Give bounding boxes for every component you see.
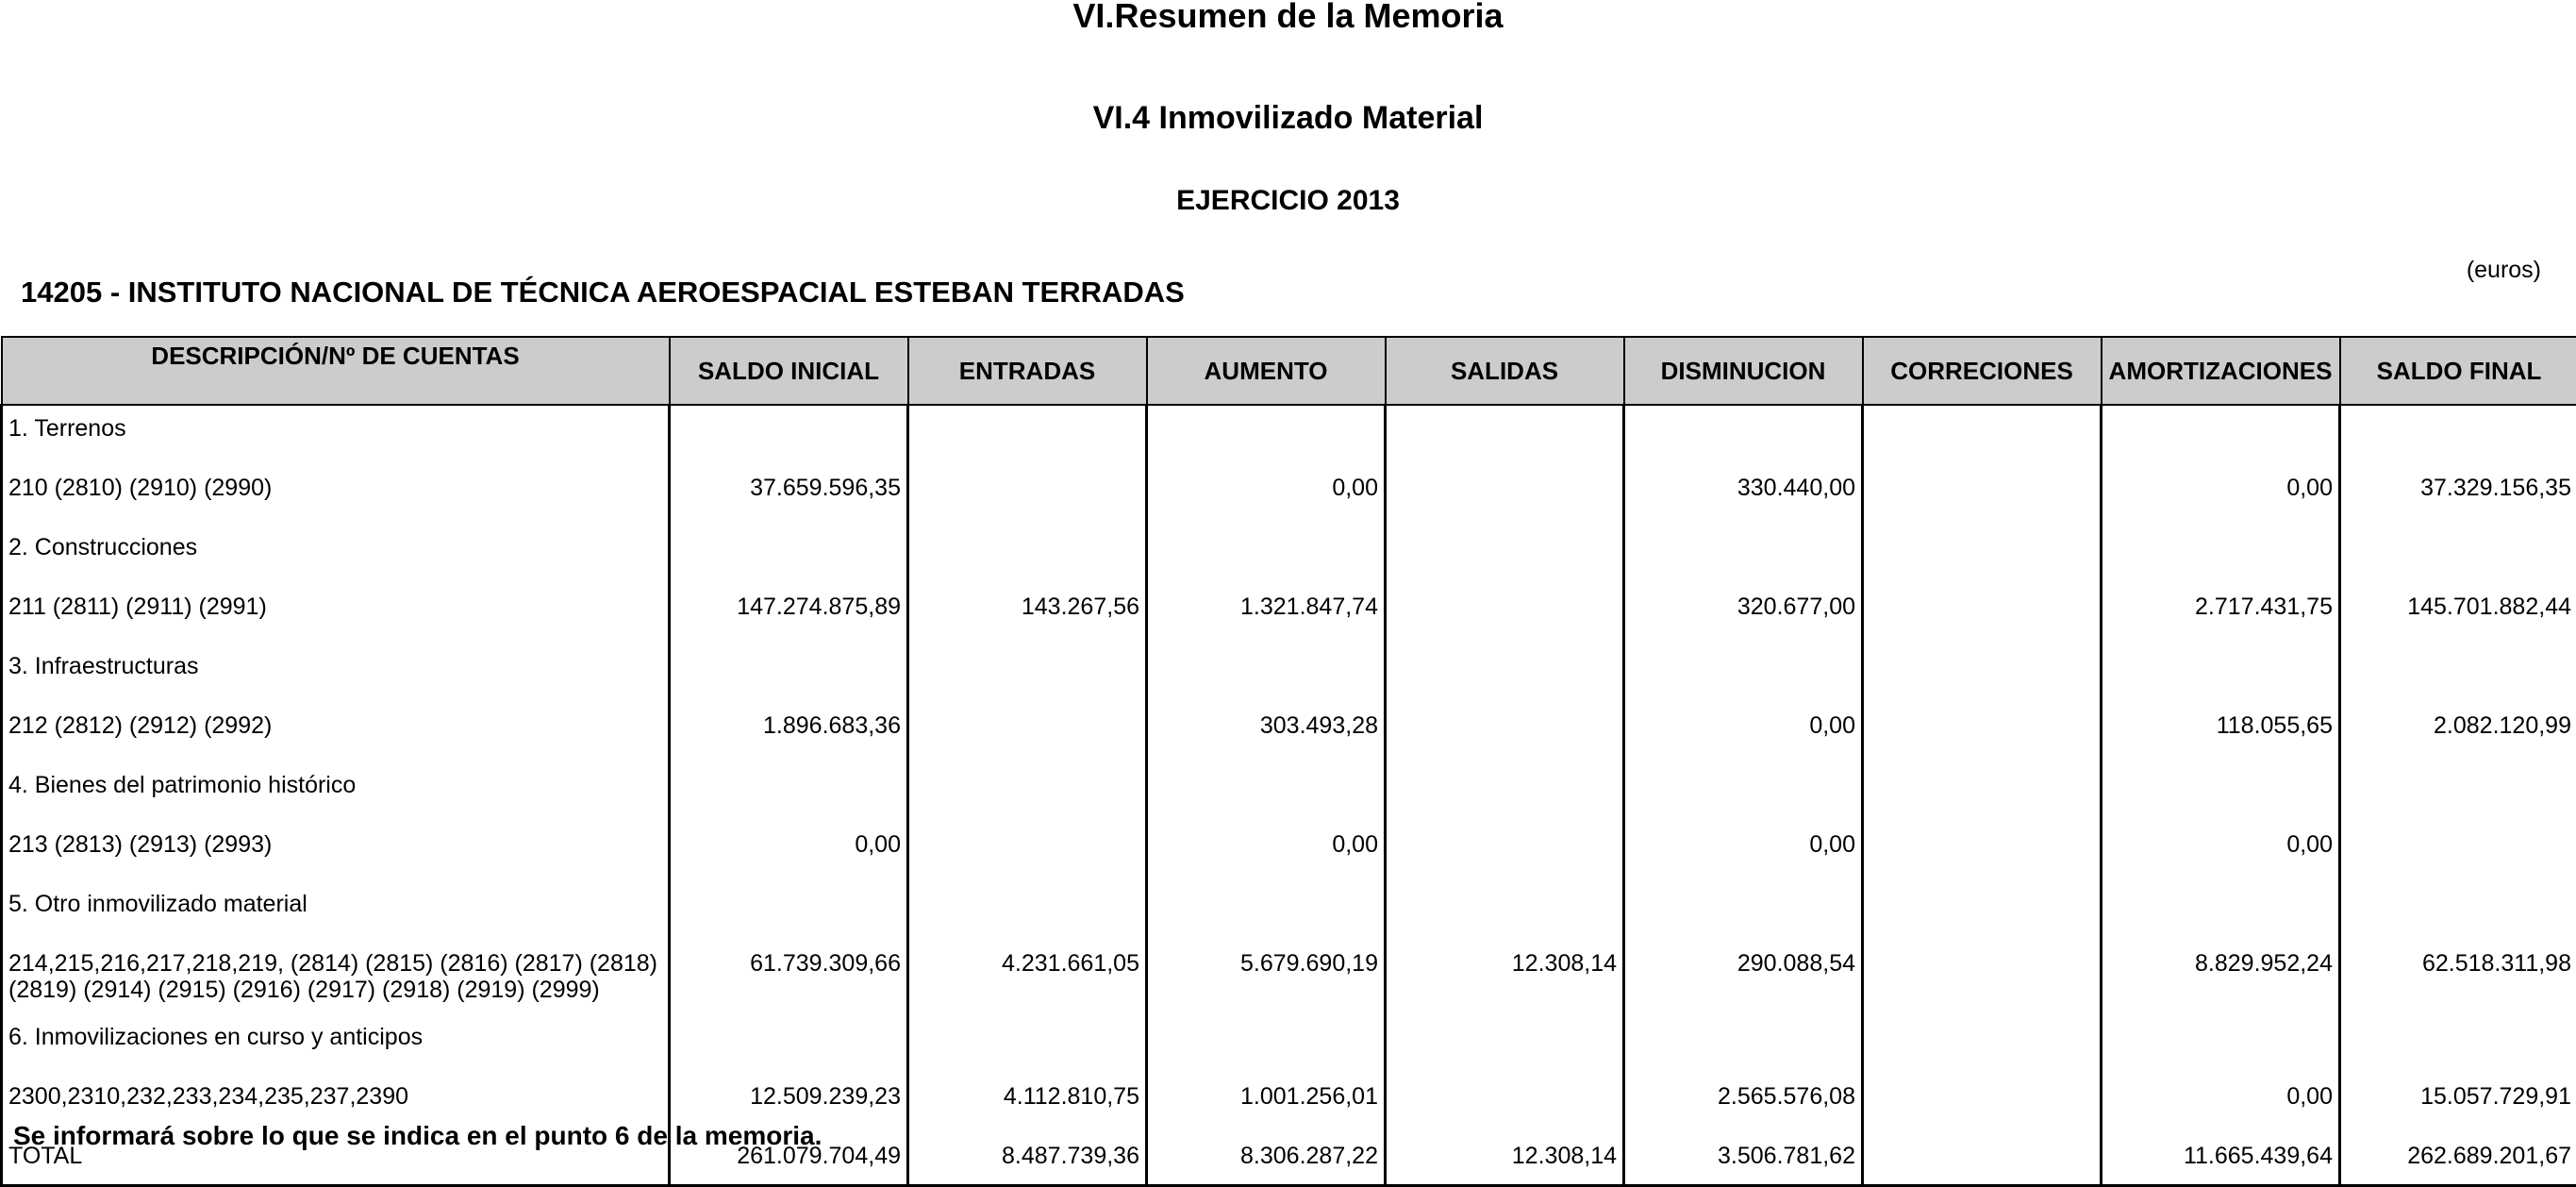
empty-cell	[1147, 525, 1386, 584]
empty-cell	[670, 1014, 908, 1074]
amount-cell: 0,00	[2102, 1074, 2340, 1133]
amount-cell: 15.057.729,91	[2340, 1074, 2576, 1133]
empty-cell	[908, 762, 1147, 822]
empty-cell	[908, 525, 1147, 584]
amount-cell: 37.659.596,35	[670, 465, 908, 525]
total-amount-cell: 262.689.201,67	[2340, 1133, 2576, 1186]
amount-cell: 2.565.576,08	[1624, 1074, 1863, 1133]
total-amount-cell: 8.487.739,36	[908, 1133, 1147, 1186]
group-label: 2. Construcciones	[2, 525, 670, 584]
amount-cell: 1.001.256,01	[1147, 1074, 1386, 1133]
empty-cell	[2102, 644, 2340, 703]
amount-cell: 1.896.683,36	[670, 703, 908, 762]
group-label: 1. Terrenos	[2, 405, 670, 465]
group-row	[2, 762, 2576, 822]
amount-cell: 303.493,28	[1147, 703, 1386, 762]
account-codes: 213 (2813) (2913) (2993)	[2, 822, 670, 881]
account-row	[2, 822, 2576, 881]
amount-cell: 0,00	[2102, 465, 2340, 525]
amount-cell: 61.739.309,66	[670, 941, 908, 1014]
amount-cell: 4.231.661,05	[908, 941, 1147, 1014]
empty-cell	[1863, 1014, 2102, 1074]
empty-cell	[1863, 881, 2102, 941]
group-label: 3. Infraestructuras	[2, 644, 670, 703]
empty-cell	[1863, 405, 2102, 465]
group-row	[2, 644, 2576, 703]
amount-cell: 145.701.882,44	[2340, 584, 2576, 644]
table-header-row	[2, 337, 2576, 405]
empty-cell	[2102, 1014, 2340, 1074]
amount-cell: 2.082.120,99	[2340, 703, 2576, 762]
total-amount-cell: 12.308,14	[1386, 1133, 1624, 1186]
empty-cell	[1624, 762, 1863, 822]
entity-title: 14205 - INSTITUTO NACIONAL DE TÉCNICA AEROESPACIAL ESTEBAN TERRADAS	[21, 276, 1185, 309]
amount-cell: 147.274.875,89	[670, 584, 908, 644]
amount-cell: 0,00	[1624, 822, 1863, 881]
total-amount-cell: 8.306.287,22	[1147, 1133, 1386, 1186]
report-title: VI.Resumen de la Memoria	[0, 0, 2576, 36]
amount-cell	[1386, 703, 1624, 762]
empty-cell	[2102, 881, 2340, 941]
group-label: 4. Bienes del patrimonio histórico	[2, 762, 670, 822]
amount-cell	[1863, 822, 2102, 881]
empty-cell	[1147, 1014, 1386, 1074]
account-row	[2, 941, 2576, 1014]
empty-cell	[2340, 525, 2576, 584]
total-amount-cell	[1863, 1133, 2102, 1186]
amount-cell: 37.329.156,35	[2340, 465, 2576, 525]
column-header-description: DESCRIPCIÓN/Nº DE CUENTAS	[2, 337, 670, 405]
empty-cell	[1863, 525, 2102, 584]
amount-cell	[1863, 941, 2102, 1014]
empty-cell	[1624, 405, 1863, 465]
amount-cell	[1863, 465, 2102, 525]
total-label: TOTAL	[2, 1133, 670, 1186]
empty-cell	[1386, 405, 1624, 465]
column-header-entradas: ENTRADAS	[908, 337, 1147, 405]
amount-cell	[1863, 584, 2102, 644]
fixed-assets-table-container	[0, 336, 2576, 1187]
empty-cell	[908, 405, 1147, 465]
empty-cell	[1863, 644, 2102, 703]
column-header-saldo-inicial: SALDO INICIAL	[670, 337, 908, 405]
empty-cell	[2102, 405, 2340, 465]
column-header-disminucion: DISMINUCION	[1624, 337, 1863, 405]
total-amount-cell: 3.506.781,62	[1624, 1133, 1863, 1186]
amount-cell: 62.518.311,98	[2340, 941, 2576, 1014]
amount-cell: 0,00	[1624, 703, 1863, 762]
amount-cell: 0,00	[2102, 822, 2340, 881]
empty-cell	[2340, 1014, 2576, 1074]
amount-cell: 12.308,14	[1386, 941, 1624, 1014]
units-label: (euros)	[2467, 257, 2541, 284]
amount-cell	[908, 822, 1147, 881]
group-label: 5. Otro inmovilizado material	[2, 881, 670, 941]
empty-cell	[2340, 881, 2576, 941]
amount-cell	[1386, 465, 1624, 525]
amount-cell: 0,00	[1147, 822, 1386, 881]
empty-cell	[2340, 644, 2576, 703]
amount-cell	[2340, 822, 2576, 881]
empty-cell	[1863, 762, 2102, 822]
footnote: Se informará sobre lo que se indica en el punto 6 de la memoria.	[13, 1121, 822, 1151]
empty-cell	[1624, 1014, 1863, 1074]
empty-cell	[908, 1014, 1147, 1074]
group-row	[2, 1014, 2576, 1074]
total-amount-cell: 11.665.439,64	[2102, 1133, 2340, 1186]
empty-cell	[908, 881, 1147, 941]
group-row	[2, 881, 2576, 941]
empty-cell	[2102, 525, 2340, 584]
empty-cell	[670, 525, 908, 584]
amount-cell: 0,00	[670, 822, 908, 881]
empty-cell	[1147, 762, 1386, 822]
total-amount-cell: 261.079.704,49	[670, 1133, 908, 1186]
fixed-assets-table	[0, 336, 2576, 1187]
amount-cell: 143.267,56	[908, 584, 1147, 644]
account-row	[2, 703, 2576, 762]
amount-cell: 290.088,54	[1624, 941, 1863, 1014]
empty-cell	[908, 644, 1147, 703]
account-codes: 212 (2812) (2912) (2992)	[2, 703, 670, 762]
amount-cell: 1.321.847,74	[1147, 584, 1386, 644]
amount-cell: 4.112.810,75	[908, 1074, 1147, 1133]
table-body	[2, 405, 2576, 1186]
amount-cell: 330.440,00	[1624, 465, 1863, 525]
column-header-saldo-final: SALDO FINAL	[2340, 337, 2576, 405]
empty-cell	[670, 644, 908, 703]
empty-cell	[1386, 762, 1624, 822]
amount-cell	[1386, 584, 1624, 644]
empty-cell	[2340, 405, 2576, 465]
amount-cell: 2.717.431,75	[2102, 584, 2340, 644]
account-codes: 211 (2811) (2911) (2991)	[2, 584, 670, 644]
exercise-title: EJERCICIO 2013	[0, 185, 2576, 217]
amount-cell: 12.509.239,23	[670, 1074, 908, 1133]
amount-cell	[1863, 703, 2102, 762]
empty-cell	[2102, 762, 2340, 822]
amount-cell	[1863, 1074, 2102, 1133]
account-row	[2, 584, 2576, 644]
empty-cell	[670, 881, 908, 941]
empty-cell	[1386, 1014, 1624, 1074]
empty-cell	[1147, 644, 1386, 703]
column-header-salidas: SALIDAS	[1386, 337, 1624, 405]
amount-cell	[908, 465, 1147, 525]
empty-cell	[2340, 762, 2576, 822]
empty-cell	[1386, 644, 1624, 703]
empty-cell	[1386, 525, 1624, 584]
empty-cell	[1147, 405, 1386, 465]
amount-cell	[908, 703, 1147, 762]
amount-cell: 118.055,65	[2102, 703, 2340, 762]
empty-cell	[670, 405, 908, 465]
amount-cell: 5.679.690,19	[1147, 941, 1386, 1014]
column-header-correciones: CORRECIONES	[1863, 337, 2102, 405]
account-codes: 2300,2310,232,233,234,235,237,2390	[2, 1074, 670, 1133]
empty-cell	[1624, 881, 1863, 941]
group-label: 6. Inmovilizaciones en curso y anticipos	[2, 1014, 670, 1074]
column-header-aumento: AUMENTO	[1147, 337, 1386, 405]
amount-cell: 8.829.952,24	[2102, 941, 2340, 1014]
group-row	[2, 405, 2576, 465]
empty-cell	[670, 762, 908, 822]
empty-cell	[1624, 644, 1863, 703]
amount-cell: 320.677,00	[1624, 584, 1863, 644]
column-header-amortizaciones: AMORTIZACIONES	[2102, 337, 2340, 405]
amount-cell	[1386, 822, 1624, 881]
amount-cell: 0,00	[1147, 465, 1386, 525]
empty-cell	[1624, 525, 1863, 584]
amount-cell	[1386, 1074, 1624, 1133]
empty-cell	[1147, 881, 1386, 941]
account-codes: 210 (2810) (2910) (2990)	[2, 465, 670, 525]
account-codes: 214,215,216,217,218,219, (2814) (2815) (2816) (2817) (2818) (2819) (2914) (2915) (2916) (2917) (2918) (2919) (2999)	[2, 941, 670, 1014]
account-row	[2, 465, 2576, 525]
empty-cell	[1386, 881, 1624, 941]
section-title: VI.4 Inmovilizado Material	[0, 100, 2576, 137]
group-row	[2, 525, 2576, 584]
